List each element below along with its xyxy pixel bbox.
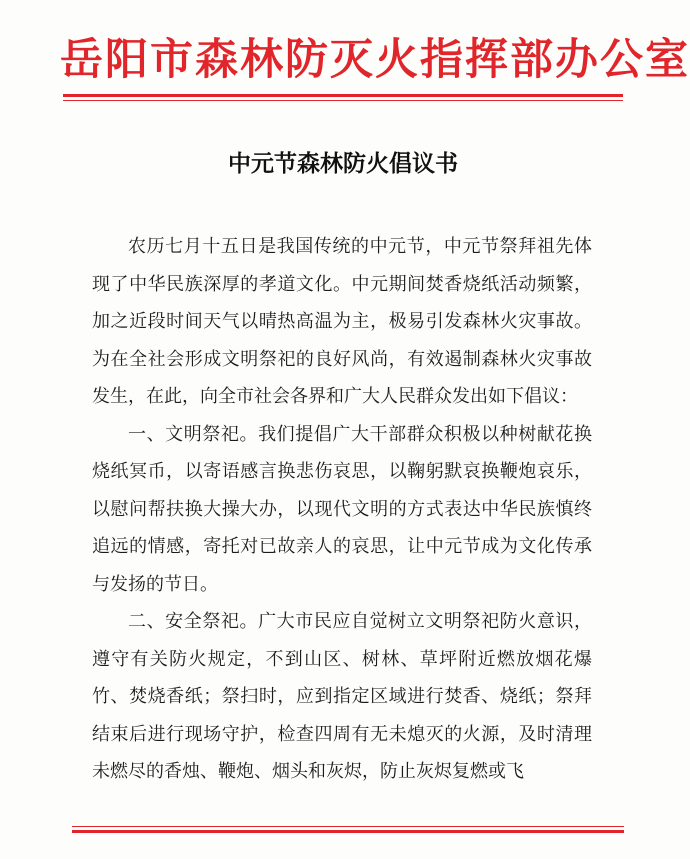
paragraph-intro: 农历七月十五日是我国传统的中元节，中元节祭拜祖先体现了中华民族深厚的孝道文化。中元期间焚香烧纸活动频繁，加之近段时间天气以晴热高温为主，极易引发森林火灾事故。为在全社会形成文明祭祀的良好风尚，有效遏制森林火灾事故发生，在此，向全市社会各界和广大人民群众发出如下倡议：	[92, 236, 592, 407]
document-title: 中元节森林防火倡议书	[228, 151, 458, 177]
paragraph-safe-worship: 二、安全祭祀。广大市民应自觉树立文明祭祀防火意识，遵守有关防火规定，不到山区、树林、草坪附近燃放烟花爆竹、焚烧香纸；祭扫时，应到指定区域进行焚香、烧纸；祭拜结束后进行现场守护，检查四周有无未熄灭的火源，及时清理未燃尽的香烛、鞭炮、烟头和灰烬，防止灰烬复燃或飞	[92, 611, 592, 782]
letterhead-rule-thick	[63, 94, 623, 97]
footer-rule-thick	[72, 830, 624, 833]
letterhead-title: 岳阳市森林防灭火指挥部办公室	[60, 35, 690, 85]
document-body	[92, 228, 592, 791]
paragraph-civilized-worship: 一、文明祭祀。我们提倡广大干部群众积极以种树献花换烧纸冥币，以寄语感言换悲伤哀思，以鞠躬默哀换鞭炮哀乐，以慰问帮扶换大操大办，以现代文明的方式表达中华民族慎终追远的情感，寄托对已故亲人的哀思，让中元节成为文化传承与发扬的节日。	[92, 423, 592, 595]
footer-rule-thin	[72, 826, 624, 827]
letterhead-rule-thin	[63, 100, 623, 101]
